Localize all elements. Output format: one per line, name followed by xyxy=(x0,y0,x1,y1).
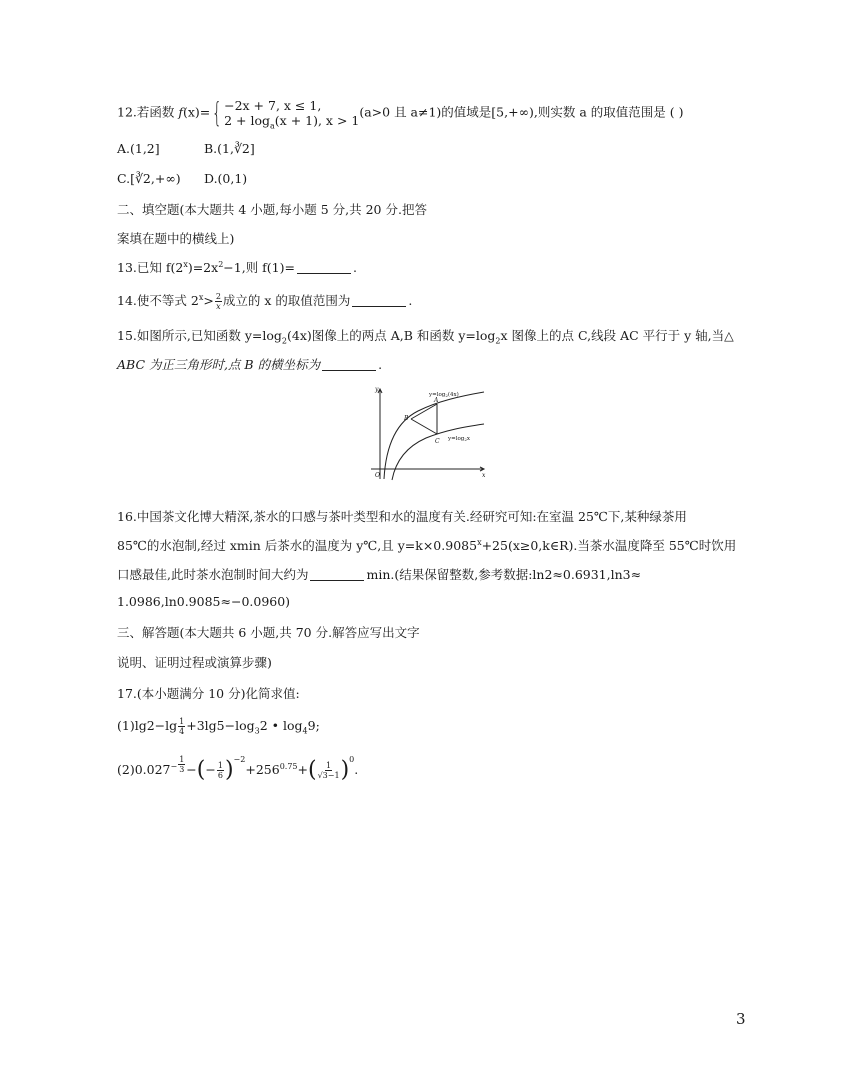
q14-frac-num: 2 xyxy=(215,292,221,301)
q17-p1-d: 9; xyxy=(307,718,320,733)
q15-answer-blank[interactable] xyxy=(322,358,376,371)
q17-p2-exp1-den: 3 xyxy=(179,764,185,774)
q17-p2-d: + xyxy=(297,762,308,777)
q13-sup2: 2 xyxy=(218,259,224,269)
q17-p2-exp2: −2 xyxy=(233,755,246,764)
q14-fraction xyxy=(215,292,222,311)
q17-p2-frac2-num: 1 xyxy=(326,761,332,770)
q17-p2-paren-close2: ) xyxy=(340,757,350,783)
q15-line1-b: (4x)图像上的两点 A,B 和函数 y=log xyxy=(286,328,496,343)
question-13 xyxy=(117,258,357,276)
axis-y-label: y xyxy=(375,386,379,393)
section2-heading: 二、填空题(本大题共 4 小题,每小题 5 分,共 20 分.把答 xyxy=(117,202,427,217)
q17-p2-exp1-sign: − xyxy=(170,761,178,771)
q12-prefix: 12.若函数 xyxy=(117,104,179,120)
section3-heading: 三、解答题(本大题共 6 小题,共 70 分.解答应写出文字 xyxy=(117,625,420,640)
q12-cond: (a>0 且 a≠1)的值域是[5,+∞),则实数 a 的取值范围是 ( ) xyxy=(359,104,684,120)
q17-p1-sub2: 4 xyxy=(302,726,308,736)
q14-text-b: > xyxy=(203,293,214,308)
q12-fx: (x)= xyxy=(183,104,211,120)
point-c-label: C xyxy=(435,438,440,445)
q17-p1-num: 1 xyxy=(179,717,185,726)
q17-p2-neg: − xyxy=(205,762,216,777)
q17-p2-paren-open1: ( xyxy=(196,757,206,783)
q14-sup: x xyxy=(198,292,204,302)
q17-p2-frac2-den: √3−1 xyxy=(317,771,340,780)
q17-p1-c: 2 • log xyxy=(259,718,303,733)
question-16-line2 xyxy=(117,536,736,554)
q17-p2-paren-close1: ) xyxy=(224,757,234,783)
q17-p2-frac1-den: 6 xyxy=(217,771,223,780)
question-16-line3 xyxy=(117,565,641,583)
q17-p2-end: . xyxy=(354,762,359,777)
q14-end: . xyxy=(408,293,413,308)
q17-p2-exp1-frac xyxy=(178,755,185,774)
question-15-line1 xyxy=(117,326,734,344)
question-16-line4: 1.0986,ln0.9085≈−0.0960) xyxy=(117,594,291,609)
q17-p2-frac1-num: 1 xyxy=(217,761,223,770)
q14-frac-den: x xyxy=(216,302,221,311)
q12-cases xyxy=(224,98,360,131)
q12-case2: 2 + log xyxy=(224,113,271,128)
q14-text-c: 成立的 x 的取值范围为 xyxy=(222,293,351,308)
q14-answer-blank[interactable] xyxy=(352,294,406,307)
q17-p2-paren-open2: ( xyxy=(307,757,317,783)
q12-brace: { xyxy=(212,96,223,129)
q17-p1-a: (1)lg2−lg xyxy=(117,718,178,733)
q15-graph-figure xyxy=(366,383,490,481)
q17-p2-frac1 xyxy=(217,761,224,780)
q12-option-c: C.[∛2,+∞) xyxy=(117,171,181,186)
question-16-line1: 16.中国茶文化博大精深,茶水的口感与茶叶类型和水的温度有关.经研究可知:在室温 25℃下,某种绿茶用 xyxy=(117,509,687,524)
axis-x-label: x xyxy=(482,472,486,479)
q17-p2-exp3: 0.75 xyxy=(279,761,298,771)
q13-text-c: −1,则 f(1)= xyxy=(223,260,295,275)
q12-f: f xyxy=(178,104,183,120)
q17-p2-exp4: 0 xyxy=(349,755,355,764)
page-number: 3 xyxy=(736,1010,746,1028)
q14-text-a: 14.使不等式 2 xyxy=(117,293,199,308)
q13-text-a: 13.已知 f(2 xyxy=(117,260,184,275)
q13-end: . xyxy=(352,260,357,275)
q13-answer-blank[interactable] xyxy=(297,261,351,274)
q17-p1-fraction xyxy=(178,717,185,736)
q12-case2-rest: (x + 1), x > 1 xyxy=(274,113,360,128)
curve-log2-x xyxy=(392,424,484,480)
q17-p2-b: − xyxy=(186,762,197,777)
question-15-line2 xyxy=(117,355,382,373)
question-17-part2 xyxy=(117,754,359,783)
question-12 xyxy=(117,96,684,131)
q17-p2-exp1 xyxy=(170,754,187,774)
q15-line2: ABC 为正三角形时,点 B 的横坐标为 xyxy=(117,357,321,372)
question-17-title: 17.(本小题满分 10 分)化简求值: xyxy=(117,686,300,701)
q15-line1-c: x 图像上的点 C,线段 AC 平行于 y 轴,当△ xyxy=(500,328,734,343)
q12-options-row1 xyxy=(117,141,255,156)
q17-p2-frac2 xyxy=(318,761,340,780)
q12-option-b: B.(1,∛2] xyxy=(204,141,255,156)
q12-options-row2 xyxy=(117,171,248,186)
segment-bc xyxy=(411,419,437,434)
q15-sub1: 2 xyxy=(281,336,287,346)
q16-line3-a: 口感最佳,此时茶水泡制时间大约为 xyxy=(117,567,309,582)
q15-sub2: 2 xyxy=(495,336,501,346)
q13-text-b: )=2x xyxy=(187,260,219,275)
q17-p2-c: +256 xyxy=(245,762,280,777)
q16-answer-blank[interactable] xyxy=(310,568,364,581)
origin-label: O xyxy=(375,472,380,479)
q17-p1-sub1: 3 xyxy=(254,726,260,736)
question-14 xyxy=(117,291,412,311)
section3-heading-cont: 说明、证明过程或演算步骤) xyxy=(117,655,272,670)
curve-top-label: y=log2(4x) xyxy=(429,392,459,398)
q15-line1-a: 15.如图所示,已知函数 y=log xyxy=(117,328,282,343)
q12-option-d: D.(0,1) xyxy=(204,171,248,186)
curve-bottom-label: y=log2x xyxy=(448,436,470,442)
q12-case1: −2x + 7, x ≤ 1, xyxy=(224,98,322,113)
q13-sup1: x xyxy=(183,259,188,269)
section2-heading-cont: 案填在题中的横线上) xyxy=(117,231,235,246)
q15-end: . xyxy=(378,357,383,372)
q12-case2-sub: a xyxy=(270,121,275,131)
q12-option-a: A.(1,2] xyxy=(117,141,160,156)
q17-p2-exp1-num: 1 xyxy=(179,754,185,764)
q17-p1-b: +3lg5−log xyxy=(186,718,255,733)
q17-p1-den: 4 xyxy=(179,727,185,736)
q17-p2-a: (2)0.027 xyxy=(117,762,171,777)
segment-ab xyxy=(411,404,437,419)
q16-line2-sup: x xyxy=(477,537,482,547)
q16-line2-b: +25(x≥0,k∈R).当茶水温度降至 55℃时饮用 xyxy=(481,538,737,553)
point-a-label: A xyxy=(434,397,439,404)
q16-line3-b: min.(结果保留整数,参考数据:ln2≈0.6931,ln3≈ xyxy=(366,567,642,582)
question-17-part1 xyxy=(117,717,320,736)
point-b-label: B xyxy=(404,415,409,422)
q16-line2-a: 85℃的水泡制,经过 xmin 后茶水的温度为 y℃,且 y=k×0.9085 xyxy=(117,538,478,553)
